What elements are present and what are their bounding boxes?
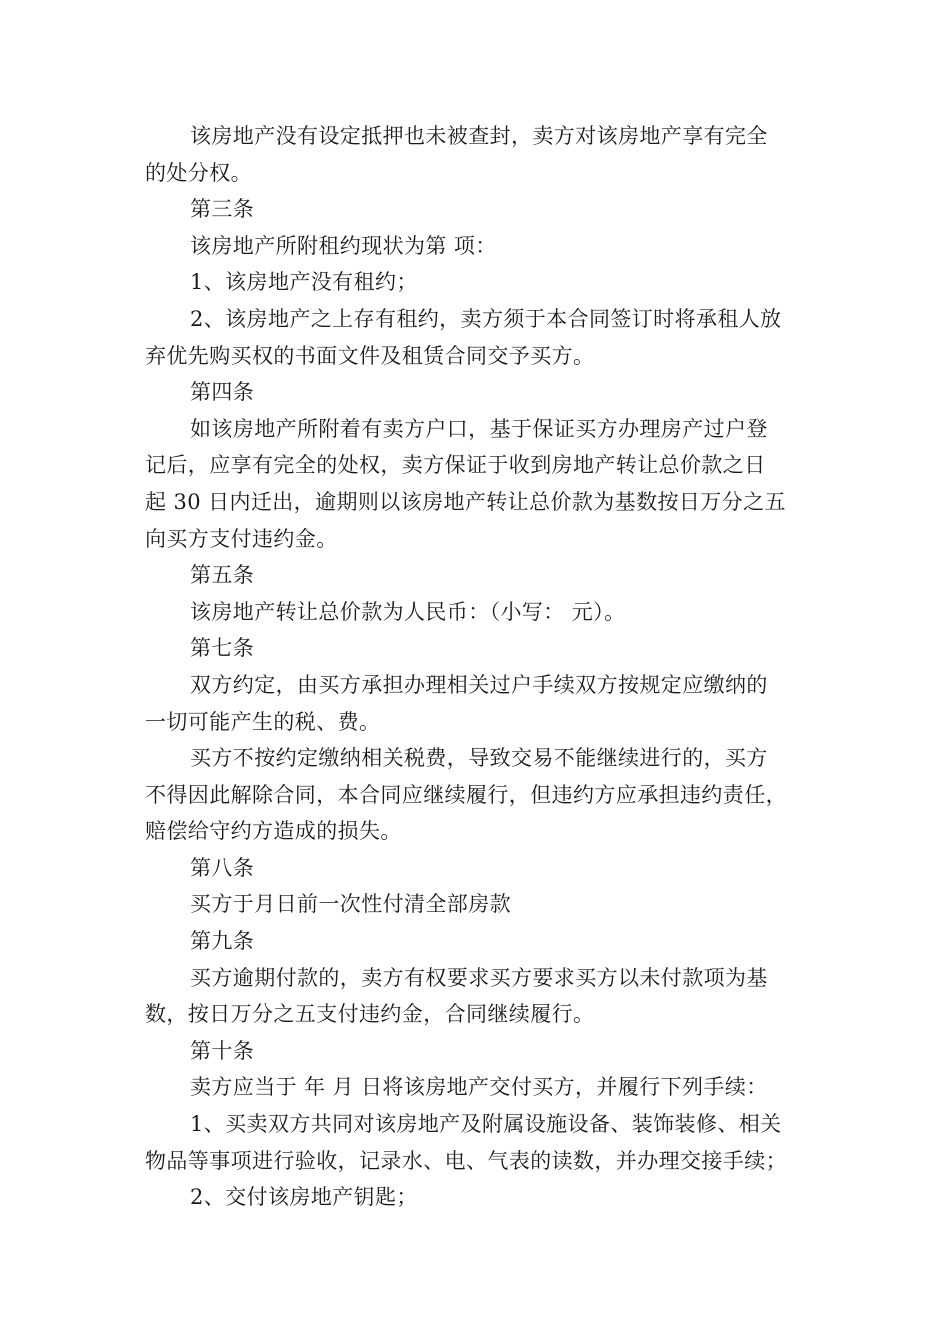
paragraph-line: 如该房地产所附着有卖方户口，基于保证买方办理房产过户登 <box>190 416 768 441</box>
article-heading: 第九条 <box>190 929 255 954</box>
paragraph-line: 该房地产没有设定抵押也未被查封，卖方对该房地产享有完全 <box>190 124 768 148</box>
list-item: 2、该房地产之上存有租约，卖方须于本合同签订时将承租人放 <box>190 306 782 331</box>
paragraph-line: 向买方支付违约金。 <box>145 526 338 551</box>
list-item: 2、交付该房地产钥匙； <box>190 1185 418 1210</box>
paragraph-line: 记后，应享有完全的处权，卖方保证于收到房地产转让总价款之日 <box>145 453 766 478</box>
paragraph-line: 一切可能产生的税、费。 <box>145 709 381 734</box>
paragraph-line: 数，按日万分之五支付违约金，合同继续履行。 <box>145 1002 595 1027</box>
article-heading: 第四条 <box>190 380 255 405</box>
paragraph-line: 起 30 日内迁出，逾期则以该房地产转让总价款为基数按日万分之五 <box>145 489 786 514</box>
paragraph-line: 买方不按约定缴纳相关税费，导致交易不能继续进行的，买方 <box>190 746 768 771</box>
paragraph-line: 该房地产转让总价款为人民币：（小写： 元）。 <box>190 599 626 624</box>
paragraph-line: 卖方应当于 年 月 日将该房地产交付买方，并履行下列手续： <box>190 1075 768 1100</box>
paragraph-line: 物品等事项进行验收，记录水、电、气表的读数，并办理交接手续； <box>145 1148 787 1173</box>
article-heading: 第三条 <box>190 197 255 222</box>
paragraph-line: 该房地产所附租约现状为第 项： <box>190 233 497 258</box>
paragraph-line: 不得因此解除合同，本合同应继续履行，但违约方应承担违约责任， <box>145 782 787 807</box>
article-heading: 第八条 <box>190 855 255 880</box>
list-item: 1、该房地产没有租约； <box>190 270 418 295</box>
article-heading: 第十条 <box>190 1038 255 1063</box>
paragraph-line: 买方于月日前一次性付清全部房款 <box>190 892 511 917</box>
article-heading: 第五条 <box>190 563 255 588</box>
article-heading: 第七条 <box>190 636 255 661</box>
paragraph-line: 的处分权。 <box>145 160 252 185</box>
paragraph-line: 买方逾期付款的，卖方有权要求买方要求买方以未付款项为基 <box>190 965 768 990</box>
list-item: 1、买卖双方共同对该房地产及附属设施设备、装饰装修、相关 <box>190 1112 782 1137</box>
paragraph-line: 赔偿给守约方造成的损失。 <box>145 819 402 844</box>
paragraph-line: 弃优先购买权的书面文件及租赁合同交予买方。 <box>145 343 595 368</box>
paragraph-line: 双方约定，由买方承担办理相关过户手续双方按规定应缴纳的 <box>190 672 768 697</box>
